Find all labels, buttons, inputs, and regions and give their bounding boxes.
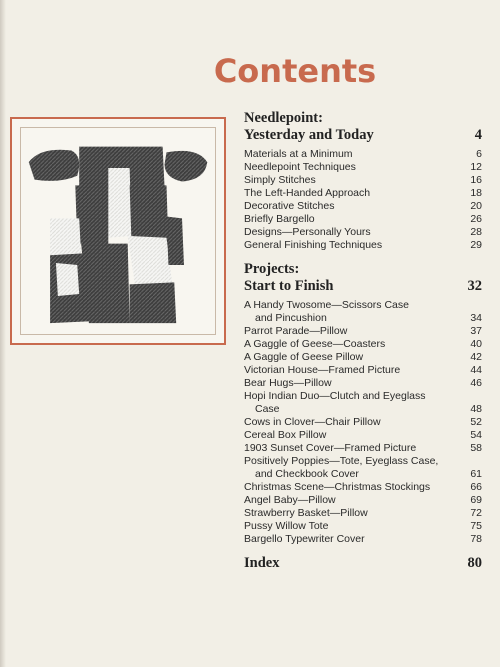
index-label: Index (244, 555, 280, 571)
toc-entry-title: Needlepoint Techniques (244, 161, 356, 173)
toc-entry[interactable] (244, 494, 482, 507)
toc-entry-title: 1903 Sunset Cover—Framed Picture (244, 442, 417, 454)
toc-entry-title: Pussy Willow Tote (244, 520, 329, 532)
toc-entry-page: 52 (470, 416, 482, 428)
toc-entry-title: General Finishing Techniques (244, 239, 383, 251)
toc-entry[interactable] (244, 442, 482, 455)
toc-entry[interactable] (244, 325, 482, 338)
toc-entry[interactable] (244, 455, 482, 481)
section-heading[interactable] (244, 261, 482, 295)
toc-entry[interactable] (244, 429, 482, 442)
toc-entry[interactable] (244, 416, 482, 429)
section-heading[interactable] (244, 110, 482, 144)
toc-entry-page: 20 (470, 200, 482, 212)
section-heading-line2: Start to Finish (244, 278, 334, 294)
toc-entry-page: 44 (470, 364, 482, 376)
toc-entry-title: Bargello Typewriter Cover (244, 533, 365, 545)
toc-entry-title: Decorative Stitches (244, 200, 335, 212)
toc-entry[interactable] (244, 239, 482, 252)
toc-entry-title: Strawberry Basket—Pillow (244, 507, 368, 519)
toc-entry-title: Christmas Scene—Christmas Stockings (244, 481, 431, 493)
toc-entry-title: Victorian House—Framed Picture (244, 364, 401, 376)
page-spine-shadow (0, 0, 6, 667)
toc-entry-continuation: Case (255, 403, 280, 415)
toc-entry[interactable] (244, 174, 482, 187)
toc-entry[interactable] (244, 533, 482, 546)
toc-entry-page: 37 (470, 325, 482, 337)
toc-entry-title: Cows in Clover—Chair Pillow (244, 416, 381, 428)
toc-entry-page: 72 (470, 507, 482, 519)
toc-entry-title: A Handy Twosome—Scissors Case (244, 299, 409, 311)
toc-entry-page: 34 (470, 312, 482, 324)
toc-entry-page: 42 (470, 351, 482, 363)
toc-entry-page: 61 (470, 468, 482, 480)
toc-entry-continuation: and Checkbook Cover (255, 468, 359, 480)
toc-entry-page: 28 (470, 226, 482, 238)
index-heading[interactable] (244, 555, 482, 572)
toc-entry[interactable] (244, 351, 482, 364)
toc-entry-page: 12 (470, 161, 482, 173)
toc-entry[interactable] (244, 161, 482, 174)
toc-entry-title: A Gaggle of Geese Pillow (244, 351, 364, 363)
toc-entry-page: 54 (470, 429, 482, 441)
section-heading-line1: Projects: (244, 261, 300, 277)
toc-entry-title: Positively Poppies—Tote, Eyeglass Case, (244, 455, 439, 467)
toc-entry-page: 18 (470, 187, 482, 199)
toc-entry-page: 29 (470, 239, 482, 251)
toc-entry[interactable] (244, 364, 482, 377)
index-page-number: 80 (467, 555, 482, 571)
toc-entry-page: 58 (470, 442, 482, 454)
toc-entry-page: 46 (470, 377, 482, 389)
toc-entry-title: Designs—Personally Yours (244, 226, 371, 238)
toc-entry-page: 40 (470, 338, 482, 350)
toc-entry-title: The Left-Handed Approach (244, 187, 371, 199)
section-page-number: 32 (467, 278, 482, 294)
toc-entry[interactable] (244, 213, 482, 226)
toc-entry-title: Materials at a Minimum (244, 148, 353, 160)
page-title: Contents (213, 52, 377, 90)
section-heading-line2: Yesterday and Today (244, 127, 374, 143)
toc-entry-title: Simply Stitches (244, 174, 316, 186)
toc-entry-page: 66 (470, 481, 482, 493)
toc-entry[interactable] (244, 507, 482, 520)
illustration-mat (20, 127, 216, 335)
toc-entry-continuation: and Pincushion (255, 312, 327, 324)
toc-entry-title: Briefly Bargello (244, 213, 315, 225)
toc-entry-page: 48 (470, 403, 482, 415)
toc-entry-page: 78 (470, 533, 482, 545)
toc-entry[interactable] (244, 200, 482, 213)
toc-entry-page: 26 (470, 213, 482, 225)
toc-entry[interactable] (244, 481, 482, 494)
section-page-number: 4 (474, 127, 482, 143)
toc-entry-title: Cereal Box Pillow (244, 429, 327, 441)
toc-entry[interactable] (244, 390, 482, 416)
toc-entry-title: Bear Hugs—Pillow (244, 377, 332, 389)
toc-entry-page: 75 (470, 520, 482, 532)
toc-entry-page: 16 (470, 174, 482, 186)
toc-entry-title: Hopi Indian Duo—Clutch and Eyeglass (244, 390, 426, 402)
section-heading-line1: Needlepoint: (244, 110, 323, 126)
toc-entry[interactable] (244, 520, 482, 533)
toc-entry[interactable] (244, 338, 482, 351)
toc-entry-page: 69 (470, 494, 482, 506)
toc-entry-title: Angel Baby—Pillow (244, 494, 336, 506)
toc-entry-page: 6 (476, 148, 482, 160)
needlepoint-cow-illustration (10, 117, 226, 345)
cow-stitch-icon (21, 128, 215, 334)
toc-entry[interactable] (244, 187, 482, 200)
toc-entry-title: Parrot Parade—Pillow (244, 325, 348, 337)
toc-entry[interactable] (244, 299, 482, 325)
table-of-contents (244, 110, 482, 572)
toc-entry[interactable] (244, 226, 482, 239)
toc-entry[interactable] (244, 148, 482, 161)
toc-entry-title: A Gaggle of Geese—Coasters (244, 338, 386, 350)
toc-entry[interactable] (244, 377, 482, 390)
